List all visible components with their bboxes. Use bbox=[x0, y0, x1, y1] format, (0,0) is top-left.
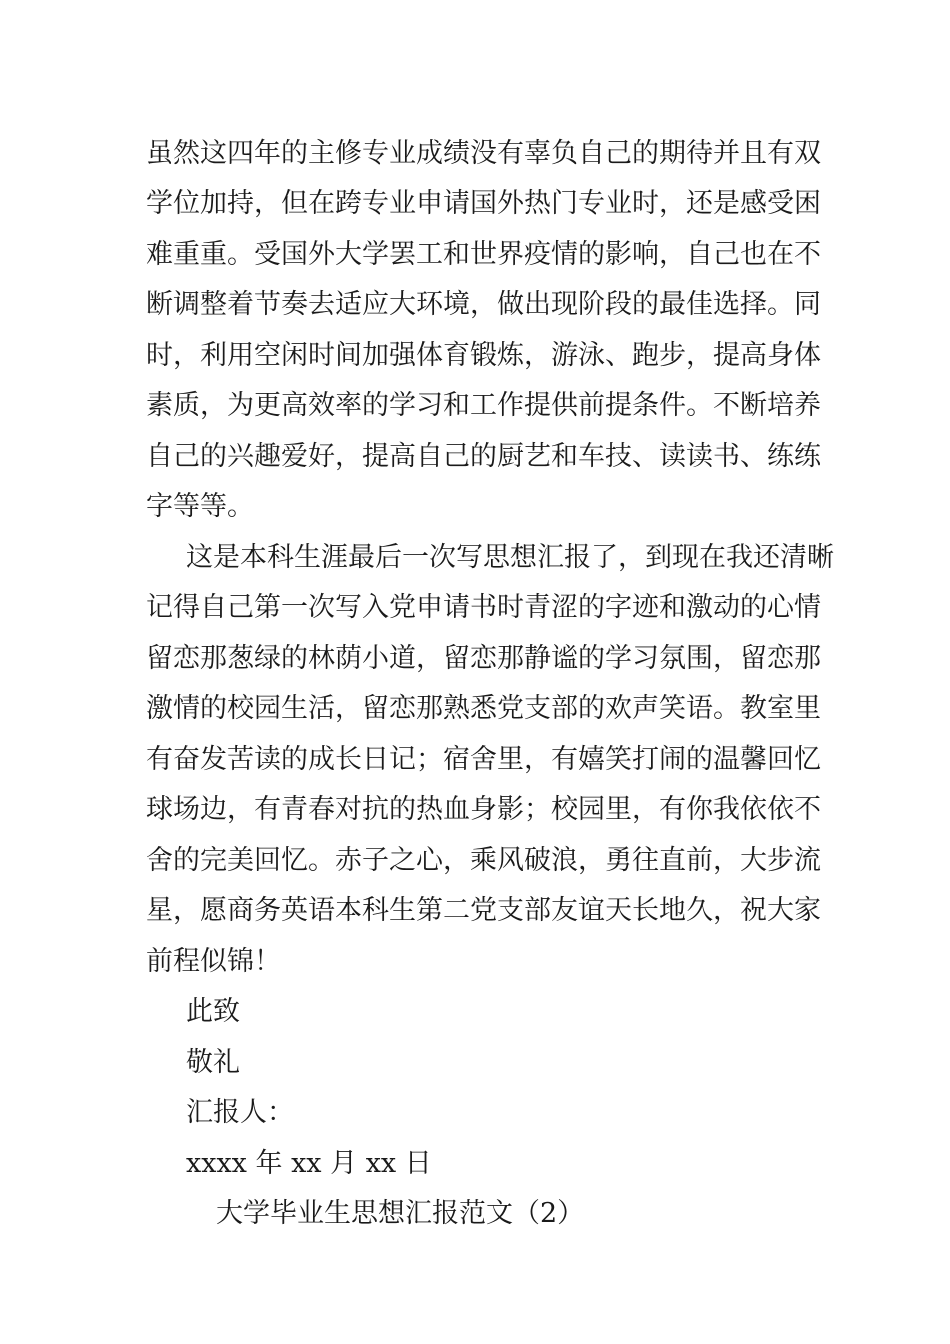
p1-line-2: 学位加持，但在跨专业申请国外热门专业时，还是感受困 bbox=[146, 188, 821, 219]
p2-line-8: 星，愿商务英语本科生第二党支部友谊天长地久，祝大家 bbox=[146, 895, 821, 926]
p1-line-6: 素质，为更高效率的学习和工作提供前提条件。不断培养 bbox=[146, 390, 821, 421]
salutation-cizhi: 此致 bbox=[186, 996, 240, 1027]
p2-line-3: 留恋那葱绿的林荫小道，留恋那静谧的学习氛围，留恋那 bbox=[146, 643, 821, 674]
p1-line-8: 字等等。 bbox=[146, 491, 254, 522]
p2-line-9: 前程似锦！ bbox=[146, 946, 281, 977]
p2-line-2: 记得自己第一次写入党申请书时青涩的字迹和激动的心情 bbox=[146, 592, 821, 623]
p2-line-7: 舍的完美回忆。赤子之心，乘风破浪，勇往直前，大步流 bbox=[146, 845, 821, 876]
next-section-title: 大学毕业生思想汇报范文（2） bbox=[216, 1198, 585, 1229]
p2-line-4: 激情的校园生活，留恋那熟悉党支部的欢声笑语。教室里 bbox=[146, 693, 821, 724]
p1-line-4: 断调整着节奏去适应大环境，做出现阶段的最佳选择。同 bbox=[146, 289, 821, 320]
reporter-label: 汇报人： bbox=[186, 1097, 294, 1128]
p1-line-5: 时，利用空闲时间加强体育锻炼，游泳、跑步，提高身体 bbox=[146, 340, 821, 371]
p2-line-5: 有奋发苦读的成长日记；宿舍里，有嬉笑打闹的温馨回忆 bbox=[146, 744, 821, 775]
p2-line-1: 这是本科生涯最后一次写思想汇报了，到现在我还清晰 bbox=[186, 542, 834, 573]
p1-line-3: 难重重。受国外大学罢工和世界疫情的影响，自己也在不 bbox=[146, 239, 821, 270]
p2-line-6: 球场边，有青春对抗的热血身影；校园里，有你我依依不 bbox=[146, 794, 821, 825]
salutation-jingli: 敬礼 bbox=[186, 1047, 240, 1078]
p1-line-7: 自己的兴趣爱好，提高自己的厨艺和车技、读读书、练练 bbox=[146, 441, 821, 472]
report-date: xxxx 年 xx 月 xx 日 bbox=[186, 1148, 432, 1179]
p1-line-1: 虽然这四年的主修专业成绩没有辜负自己的期待并且有双 bbox=[146, 138, 821, 169]
